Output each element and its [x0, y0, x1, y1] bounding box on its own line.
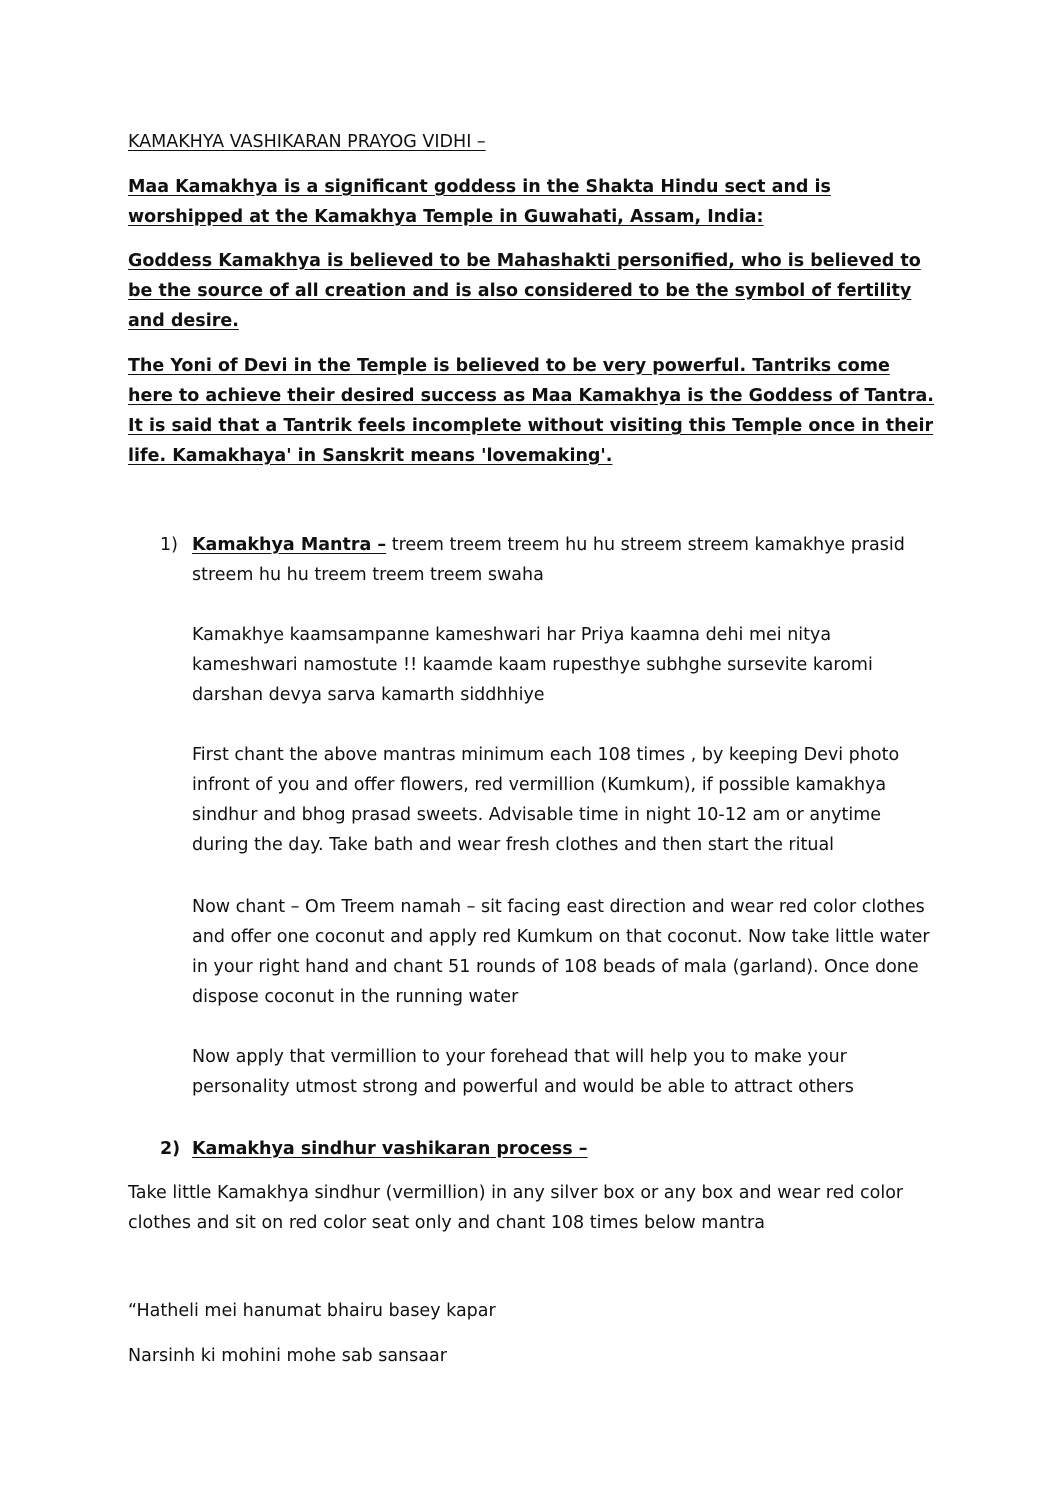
list-number-2: 2) — [160, 1139, 181, 1159]
verse-line-1: “Hatheli mei hanumat bhairu basey kapar — [128, 1301, 496, 1321]
item1-heading: Kamakhya Mantra – — [192, 535, 387, 555]
item1-lead — [192, 530, 937, 590]
verse-line-2: Narsinh ki mohini mohe sab sansaar — [128, 1346, 447, 1366]
intro-paragraph-3: The Yoni of Devi in the Temple is believed to be very powerful. Tantriks come here to achieve their desired success as Maa Kamakhya is the Goddess of Tantra. It is said that a Tantrik feels incomplete without visiting this Temple once in their life. Kamakhaya' in Sanskrit means 'lovemaking'. — [128, 356, 934, 466]
item1-paragraph-3: Now chant – Om Treem namah – sit facing east direction and wear red color clothes and offer one coconut and apply red Kumkum on that coconut. Now take little water in your right hand and chant 51 rounds of 108 beads of mala (garland). Once done dispose coconut in the running water — [192, 897, 930, 1007]
document-title: KAMAKHYA VASHIKARAN PRAYOG VIDHI – — [128, 132, 486, 152]
item2-heading: Kamakhya sindhur vashikaran process – — [192, 1139, 588, 1159]
list-number-1: 1) — [160, 535, 178, 555]
intro-paragraph-2: Goddess Kamakhya is believed to be Mahashakti personified, who is believed to be the source of all creation and is also considered to be the symbol of fertility and desire. — [128, 251, 921, 331]
item1-paragraph-2: First chant the above mantras minimum each 108 times , by keeping Devi photo infront of you and offer flowers, red vermillion (Kumkum), if possible kamakhya sindhur and bhog prasad sweets. Advisable time in night 10-12 am or anytime during the day. Take bath and wear fresh clothes and then start the ritual — [192, 745, 900, 855]
intro-paragraph-1: Maa Kamakhya is a significant goddess in the Shakta Hindu sect and is worshipped at the Kamakhya Temple in Guwahati, Assam, India: — [128, 177, 831, 227]
item1-paragraph-1: Kamakhye kaamsampanne kameshwari har Priya kaamna dehi mei nitya kameshwari namostute !! kaamde kaam rupesthye subhghe sursevite karomi darshan devya sarva kamarth siddhhiye — [192, 625, 873, 705]
item1-mantra: treem treem treem hu hu streem streem kamakhye prasid streem hu hu treem treem treem swaha — [192, 535, 905, 585]
item1-paragraph-4: Now apply that vermillion to your forehead that will help you to make your personality utmost strong and powerful and would be able to attract others — [192, 1047, 854, 1097]
item2-body: Take little Kamakhya sindhur (vermillion) in any silver box or any box and wear red color clothes and sit on red color seat only and chant 108 times below mantra — [128, 1183, 904, 1233]
